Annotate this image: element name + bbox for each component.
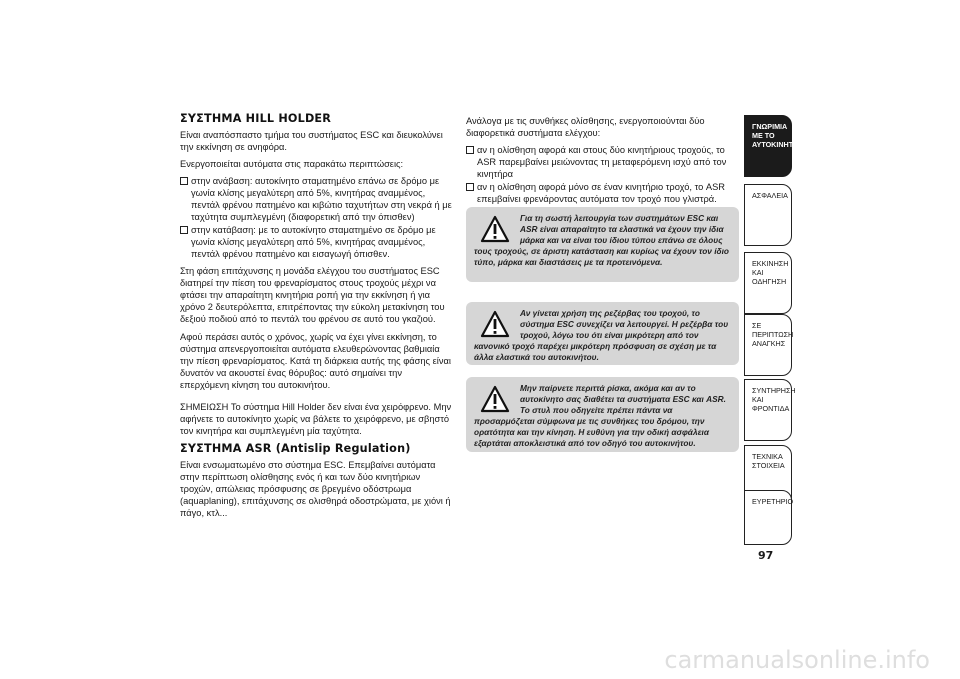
checkbox-bullet-icon (466, 146, 474, 154)
warning-triangle-icon (476, 213, 514, 245)
warning-box (466, 377, 739, 452)
checkbox-bullet-icon (180, 177, 188, 185)
tab-technical-data[interactable]: ΤΕΧΝΙΚΑ ΣΤΟΙΧΕΙΑ (744, 445, 792, 507)
asr-list (466, 144, 740, 205)
list-item: στην ανάβαση: αυτοκίνητο σταματημένο επάνω σε δρόμο με γωνία κλίσης μεγαλύτερη από 5%, κινητήρας αναμμένος, πεντάλ φρένου πατημένο και κιβώτιο ταχυτήτων στη νεκρά ή με ταχύτητα συμπλεγμένη (διαφορετική από την όπισθεν) (180, 175, 452, 223)
hill-holder-paragraph: Αφού περάσει αυτός ο χρόνος, χωρίς να έχει γίνει εκκίνηση, το σύστημα απενεργοποιείται αυτόματα ελευθερώνοντας βαθμιαία την πίεση φρεναρίσματος. Κατά τη διάρκεια αυτής της φάσης είναι δυνατόν να ακουστεί ένας θόρυβος: αυτό σημαίνει την επερχόμενη κίνηση του αυτοκινήτου. (180, 332, 451, 390)
tab-starting-driving[interactable]: ΕΚΚΙΝΗΣΗ ΚΑΙ ΟΔΗΓΗΣΗ (744, 252, 792, 314)
tab-getting-to-know[interactable]: ΓΝΩΡΙΜΙΑ ΜΕ ΤΟ ΑΥΤΟΚΙΝΗΤΟ (744, 115, 792, 177)
tab-emergency[interactable]: ΣΕ ΠΕΡΙΠΤΩΣΗ ΑΝΑΓΚΗΣ (744, 314, 792, 376)
checkbox-bullet-icon (180, 226, 188, 234)
warning-box (466, 302, 739, 365)
warning-text: Αν γίνεται χρήση της ρεζέρβας του τροχού, το σύστημα ESC συνεχίζει να λειτουργεί. Η ρεζέρβα του τροχού, λόγω του ότι είναι μικρότερη από τον κανονικό τροχό παρέχει μικρότερη πρόσφυση σε σχέση με τα άλλα ελαστικά του αυτοκινήτου. (474, 308, 729, 362)
list-item: στην κατάβαση: με το αυτοκίνητο σταματημένο σε δρόμο με γωνία κλίσης μεγαλύτερη από 5%, κινητήρας αναμμένος, πεντάλ φρένου πατημένο και εισαγωγή όπισθεν. (180, 224, 452, 260)
hill-holder-list (180, 175, 452, 260)
tab-index[interactable]: ΕΥΡΕΤΗΡΙΟ (744, 490, 792, 545)
hill-holder-paragraph: Στη φάση επιτάχυνσης η μονάδα ελέγχου του συστήματος ESC διατηρεί την πίεση του φρεναρίσματος στους τροχούς μέχρι να φτάσει την απαραίτητη κινητήρια ροπή για την εκκίνηση ή για χρόνο 2 δευτερόλεπτα, επιτρέποντας την εύκολη μετακίνηση του δεξιού ποδιού από το πεντάλ του φρένου σε αυτό του γκαζιού. (180, 266, 445, 324)
watermark: carmanualsonline.info (664, 646, 930, 674)
checkbox-bullet-icon (466, 183, 474, 191)
list-item: αν η ολίσθηση αφορά και στους δύο κινητήριους τροχούς, το ASR παρεμβαίνει μειώνοντας τη μεταφερόμενη ισχύ από τον κινητήρα (466, 144, 740, 180)
hill-holder-note: ΣΗΜΕΙΩΣΗ Το σύστημα Hill Holder δεν είναι ένα χειρόφρενο. Μην αφήνετε το αυτοκίνητο χωρίς να βάλετε το χειρόφρενο, με σβηστό τον κινητήρα και συμπλεγμένη μία ταχύτητα. (180, 402, 452, 436)
hill-holder-activation: Ενεργοποιείται αυτόματα στις παρακάτω περιπτώσεις: (180, 159, 404, 169)
asr-systems-intro: Ανάλογα με τις συνθήκες ολίσθησης, ενεργοποιούνται δύο διαφορετικά συστήματα ελέγχου: (466, 116, 705, 138)
warning-triangle-icon (476, 308, 514, 340)
warning-triangle-icon (476, 383, 514, 415)
tab-maintenance[interactable]: ΣΥΝΤΗΡΗΣΗ ΚΑΙ ΦΡΟΝΤΙΔΑ (744, 379, 792, 441)
hill-holder-heading: ΣΥΣΤΗΜΑ HILL HOLDER (180, 112, 332, 125)
asr-intro: Είναι ενσωματωμένο στο σύστημα ESC. Επεμβαίνει αυτόματα στην περίπτωση ολίσθησης ενός ή και των δύο κινητήριων τροχών, απώλειας πρόσφυσης σε βρεγμένο οδόστρωμα (aquaplaning), επιτάχυνσης σε ολισθηρά οδοστρώματα, με χιόνι ή πάγο, κτλ... (180, 460, 451, 518)
list-item: αν η ολίσθηση αφορά μόνο σε έναν κινητήριο τροχό, το ASR επεμβαίνει φρενάροντας αυτόματα τον τροχό που γλιστρά. (466, 181, 740, 205)
page-number: 97 (758, 549, 774, 562)
left-column (180, 112, 452, 524)
warning-text: Μην παίρνετε περιττά ρίσκα, ακόμα και αν το αυτοκίνητο σας διαθέτει τα συστήματα ESC και ASR. Το στυλ που οδηγείτε πρέπει πάντα να προσαρμόζεται σύμφωνα με τις συνθήκες του δρόμου, την ορατότητα και την κίνηση. Η ευθύνη για την οδική ασφάλεια εξαρτάται αποκλειστικά από τον οδηγό του αυτοκινήτου. (474, 383, 726, 448)
right-column (466, 115, 740, 210)
warning-text: Για τη σωστή λειτουργία των συστημάτων ESC και ASR είναι απαραίτητο τα ελαστικά να έχουν την ίδια μάρκα και να είναι του ίδιου τύπου επάνω σε όλους τους τροχούς, σε άριστη κατάσταση και κυρίως να έχουν τον ίδιο τύπο, μάρκα και διαστάσεις με τα προτεινόμενα. (474, 213, 729, 267)
hill-holder-intro: Είναι αναπόσπαστο τμήμα του συστήματος ESC και διευκολύνει την εκκίνηση σε ανηφόρα. (180, 130, 443, 152)
warning-box (466, 207, 739, 282)
tab-safety[interactable]: ΑΣΦΑΛΕΙΑ (744, 184, 792, 246)
asr-heading: ΣΥΣΤΗΜΑ ASR (Antislip Regulation) (180, 442, 411, 455)
